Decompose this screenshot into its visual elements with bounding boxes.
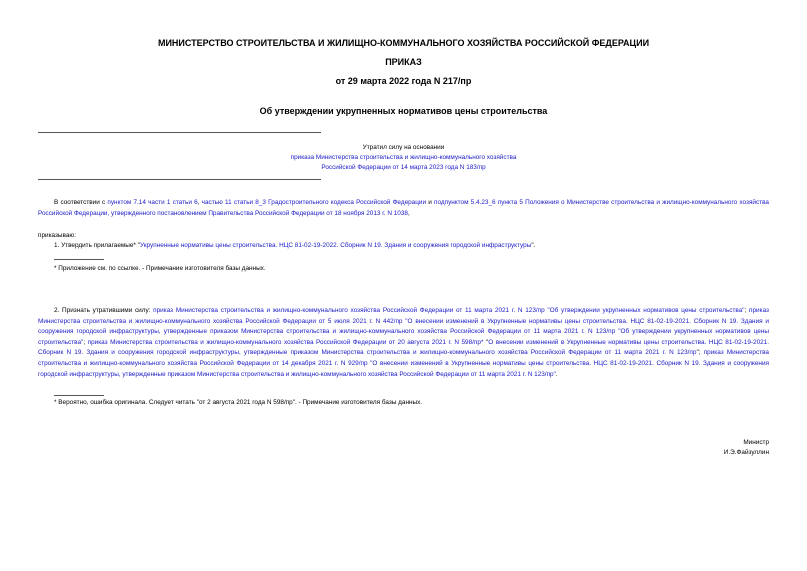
signature-name: И.Э.Файзуллин bbox=[723, 449, 769, 456]
item-2-link-order-929[interactable]: приказ Министерства строительства и жилищно-коммунального хозяйства Российской Федерации от 14 декабря 2021 г. N 929/пр "О внесении изменений в Укрупненные нормативы цены строительства. НЦС 81-02-19-2021. Сборник N 19. Здания и сооружения городской инфраструктуры, утвержденные приказом Министерства строительства и жилищно-коммунального хозяйства Российской Федерации от 11 марта 2021 г. N 123/пр" bbox=[38, 349, 769, 378]
divider-bottom bbox=[38, 179, 321, 180]
status-note-link-line1[interactable]: приказа Министерства строительства и жилищно-коммунального хозяйства bbox=[290, 154, 517, 161]
item-2-text: ; bbox=[744, 307, 750, 314]
preamble-text: и bbox=[426, 199, 435, 206]
item-1-text: 1. Утвердить прилагаемые* " bbox=[54, 242, 140, 249]
footnote-1: * Приложение см. по ссылке. - Примечание изготовителя базы данных. bbox=[54, 265, 266, 272]
document-title: Об утверждении укрупненных нормативов цены строительства bbox=[259, 106, 548, 116]
item-2-link-order-442[interactable]: приказ Министерства строительства и жилищно-коммунального хозяйства Российской Федерации от 5 июля 2021 г. N 442/пр "О внесении изменений в Укрупненные нормативы цены строительства. НЦС 81-02-19-2021. Сборник N 19. Здания и сооружения городской инфраструктуры, утвержденные приказом Министерства строительства и жилищно-коммунального хозяйства Российской Федерации от 11 марта 2021 г. N 123/пр "Об утверждении укрупненных нормативов цены строительства" bbox=[38, 307, 769, 346]
status-note-label: Утратил силу на основании bbox=[362, 144, 445, 151]
preamble-text: , bbox=[197, 199, 202, 206]
item-1-link[interactable]: Укрупненные нормативы цены строительства. НЦС 81-02-19-2022. Сборник N 19. Здания и сооружения городской инфраструктуры bbox=[139, 242, 532, 249]
item-2-link-amendments[interactable]: О внесении изменений в Укрупненные нормативы цены строительства. НЦС 81-02-19-2021. Сборник N 19. Здания и сооружения городской инфраструктуры, утвержденные приказом Министерства строительства и жилищно-коммунального хозяйства Российской Федерации от 11 марта 2021 г. N 123/пр bbox=[38, 338, 770, 357]
ministry-name: МИНИСТЕРСТВО СТРОИТЕЛЬСТВА И ЖИЛИЩНО-КОММУНАЛЬНОГО ХОЗЯЙСТВА РОССИЙСКОЙ ФЕДЕРАЦИИ bbox=[157, 38, 650, 48]
footnote-divider-2 bbox=[54, 395, 104, 396]
order-word: приказываю: bbox=[38, 232, 76, 239]
item-1 bbox=[38, 241, 769, 252]
item-2-link-order-598[interactable]: приказ Министерства строительства и жилищно-коммунального хозяйства Российской Федерации от 20 августа 2021 г. N 598/пр* bbox=[87, 338, 484, 346]
item-2-text: . bbox=[555, 370, 558, 378]
preamble-link-regulation[interactable]: подпунктом 5.4.23_6 пункта 5 Положения о Министерстве строительства и жилищно-коммунального хозяйства Российской Федерации, утвержденного постановлением Правительства Российской Федерации от 18 ноября 2013 г. N 1038 bbox=[38, 199, 769, 217]
footnote-2: * Вероятно, ошибка оригинала. Следует читать "от 2 августа 2021 года N 598/пр". - Примечание изготовителя базы данных. bbox=[54, 399, 423, 406]
item-2-text: 2. Признать утратившими силу: bbox=[54, 307, 154, 314]
preamble-paragraph bbox=[38, 198, 769, 219]
footnote-divider-1 bbox=[54, 259, 104, 260]
status-note-link-line2[interactable]: Российской Федерации от 14 марта 2023 года N 183/пр bbox=[321, 164, 486, 171]
document-date-number: от 29 марта 2022 года N 217/пр bbox=[335, 76, 472, 86]
preamble-link-code[interactable]: частью 11 статьи 8_3 Градостроительного кодекса Российской Федерации bbox=[201, 199, 427, 206]
preamble-link-point[interactable]: пунктом 7.14 части 1 статьи 6 bbox=[107, 199, 198, 206]
document-type: ПРИКАЗ bbox=[385, 57, 422, 67]
divider-top bbox=[38, 132, 321, 133]
preamble-text: В соответствии с bbox=[54, 199, 108, 206]
item-2-text: " bbox=[483, 338, 489, 346]
item-1-text: ". bbox=[531, 242, 536, 249]
preamble-text: , bbox=[407, 209, 410, 217]
item-2-text: "; bbox=[696, 349, 704, 357]
item-2-link-order-123[interactable]: приказ Министерства строительства и жилищно-коммунального хозяйства Российской Федерации от 11 марта 2021 г. N 123/пр "Об утверждении укрупненных нормативов цены строительства" bbox=[153, 307, 745, 314]
signature-position: Министр bbox=[743, 439, 769, 446]
item-2-text: ; bbox=[83, 338, 88, 346]
item-2 bbox=[38, 306, 769, 380]
